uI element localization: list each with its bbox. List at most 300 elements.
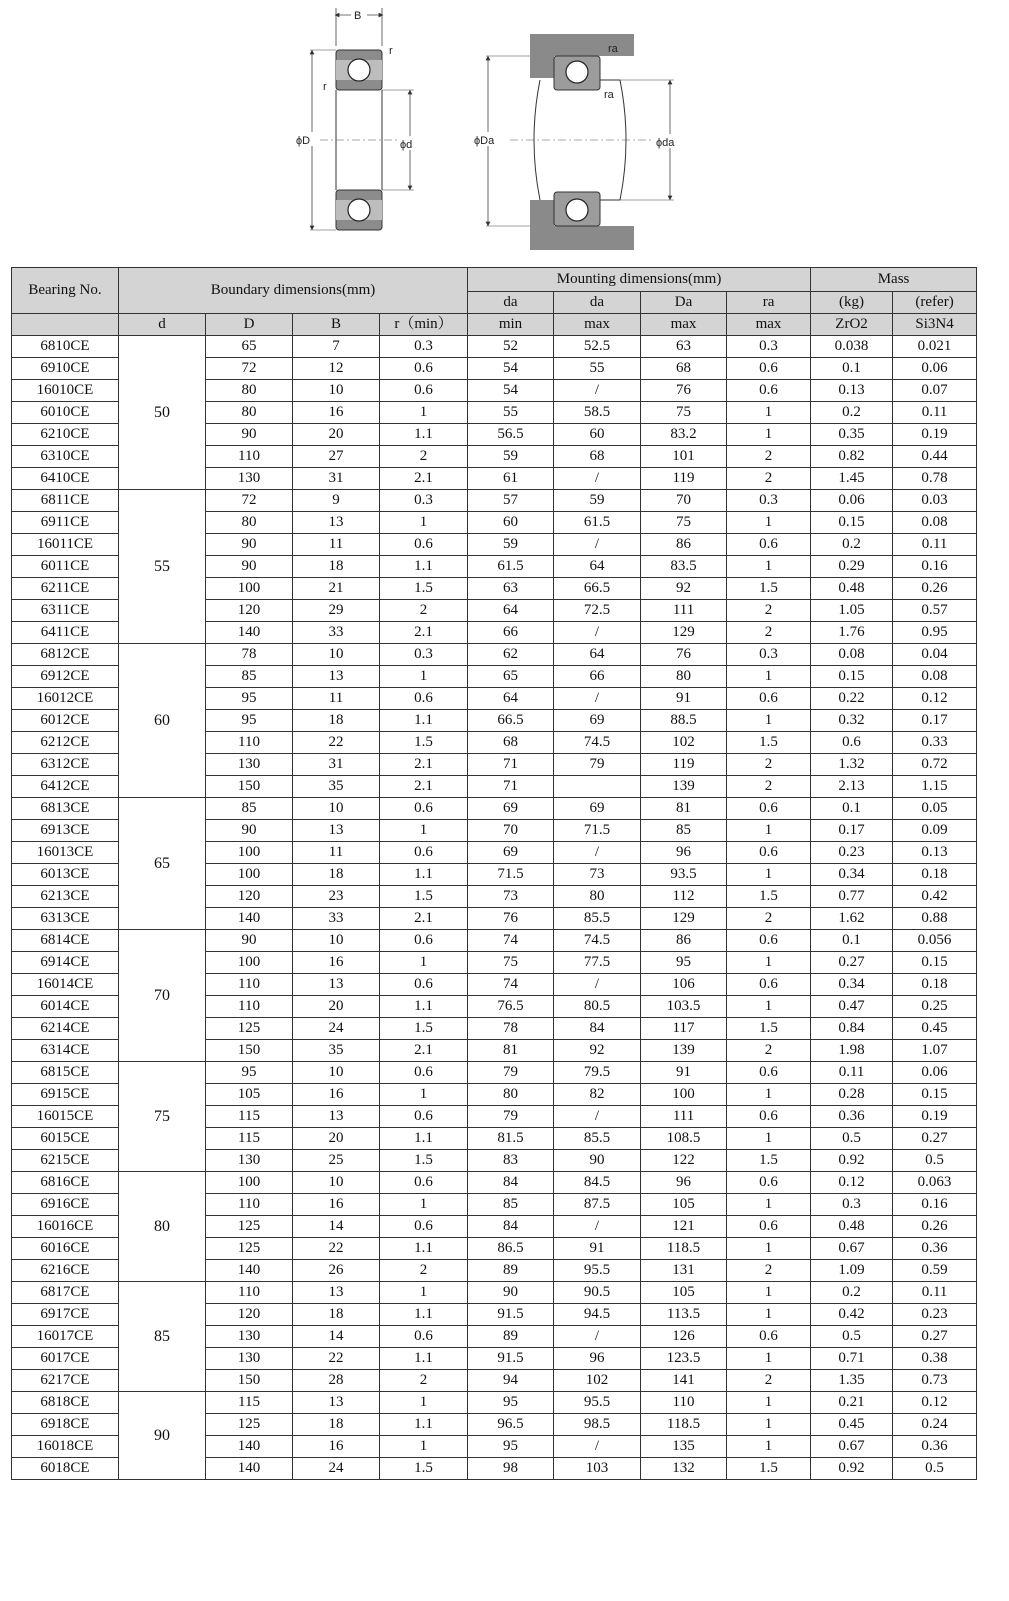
cell-da-min: 69 xyxy=(468,798,554,820)
cell-r-min: 0.6 xyxy=(380,1172,468,1194)
cell-da-max: 102 xyxy=(554,1370,641,1392)
cell-mass-si3n4: 0.19 xyxy=(893,424,977,446)
cell-mass-si3n4: 0.06 xyxy=(893,1062,977,1084)
cell-B: 27 xyxy=(293,446,380,468)
cell-r-min: 1.1 xyxy=(380,996,468,1018)
cell-D: 72 xyxy=(206,358,293,380)
cell-D: 110 xyxy=(206,996,293,1018)
cell-bearing-no: 6816CE xyxy=(12,1172,119,1194)
cell-da-max: 52.5 xyxy=(554,336,641,358)
cell-B: 22 xyxy=(293,1238,380,1260)
cell-D: 140 xyxy=(206,1260,293,1282)
cell-D: 115 xyxy=(206,1128,293,1150)
cell-mass-si3n4: 0.15 xyxy=(893,952,977,974)
cell-da-max: 73 xyxy=(554,864,641,886)
cell-da-min: 64 xyxy=(468,688,554,710)
cell-da-max: 74.5 xyxy=(554,930,641,952)
cell-mass-si3n4: 0.5 xyxy=(893,1150,977,1172)
cell-bearing-no: 6310CE xyxy=(12,446,119,468)
cell-r-min: 0.6 xyxy=(380,798,468,820)
header-zro2: ZrO2 xyxy=(811,314,893,336)
cell-mass-si3n4: 0.72 xyxy=(893,754,977,776)
cell-D: 85 xyxy=(206,798,293,820)
cell-mass-zro2: 0.34 xyxy=(811,974,893,996)
cell-da-min: 80 xyxy=(468,1084,554,1106)
cell-bearing-no: 6312CE xyxy=(12,754,119,776)
cell-bearing-no: 6810CE xyxy=(12,336,119,358)
cell-Da-max: 119 xyxy=(641,468,727,490)
cell-Da-max: 139 xyxy=(641,1040,727,1062)
cell-D: 65 xyxy=(206,336,293,358)
cell-ra-max: 1.5 xyxy=(727,1458,811,1480)
cell-r-min: 2.1 xyxy=(380,908,468,930)
bearing-mounting-diagram xyxy=(470,0,690,258)
cell-r-min: 0.6 xyxy=(380,688,468,710)
cell-D: 110 xyxy=(206,974,293,996)
cell-D: 80 xyxy=(206,402,293,424)
cell-ra-max: 0.6 xyxy=(727,1062,811,1084)
header-max-1: max xyxy=(554,314,641,336)
cell-da-max: / xyxy=(554,1216,641,1238)
header-min: min xyxy=(468,314,554,336)
cell-r-min: 2.1 xyxy=(380,622,468,644)
cell-Da-max: 100 xyxy=(641,1084,727,1106)
cell-Da-max: 68 xyxy=(641,358,727,380)
cell-B: 16 xyxy=(293,1084,380,1106)
cell-bearing-no: 6214CE xyxy=(12,1018,119,1040)
cell-Da-max: 105 xyxy=(641,1282,727,1304)
cell-r-min: 1.1 xyxy=(380,710,468,732)
cell-ra-max: 1 xyxy=(727,820,811,842)
cell-bearing-no: 6012CE xyxy=(12,710,119,732)
cell-D: 100 xyxy=(206,1172,293,1194)
cell-Da-max: 122 xyxy=(641,1150,727,1172)
cell-Da-max: 86 xyxy=(641,534,727,556)
cell-B: 16 xyxy=(293,952,380,974)
bearing-spec-table xyxy=(11,267,977,1480)
cell-r-min: 1.1 xyxy=(380,556,468,578)
table-row xyxy=(12,1172,977,1194)
cell-D: 72 xyxy=(206,490,293,512)
cell-mass-si3n4: 1.15 xyxy=(893,776,977,798)
cell-Da-max: 96 xyxy=(641,1172,727,1194)
header-d: d xyxy=(119,314,206,336)
cell-r-min: 1.1 xyxy=(380,424,468,446)
header-ra: ra xyxy=(727,292,811,314)
cell-ra-max: 0.6 xyxy=(727,1326,811,1348)
cell-D: 100 xyxy=(206,578,293,600)
cell-B: 18 xyxy=(293,864,380,886)
cell-B: 25 xyxy=(293,1150,380,1172)
cell-r-min: 1.5 xyxy=(380,578,468,600)
label-r-top: r xyxy=(389,45,393,57)
cell-da-max xyxy=(554,776,641,798)
cell-B: 13 xyxy=(293,820,380,842)
cell-D: 110 xyxy=(206,446,293,468)
cell-Da-max: 76 xyxy=(641,644,727,666)
cell-da-min: 83 xyxy=(468,1150,554,1172)
cell-mass-zro2: 0.27 xyxy=(811,952,893,974)
cell-bearing-no: 16016CE xyxy=(12,1216,119,1238)
cell-Da-max: 113.5 xyxy=(641,1304,727,1326)
cell-Da-max: 93.5 xyxy=(641,864,727,886)
header-max-3: max xyxy=(727,314,811,336)
cell-mass-si3n4: 0.26 xyxy=(893,578,977,600)
cell-r-min: 1 xyxy=(380,1282,468,1304)
cell-B: 10 xyxy=(293,1062,380,1084)
cell-mass-si3n4: 0.59 xyxy=(893,1260,977,1282)
cell-mass-zro2: 0.5 xyxy=(811,1128,893,1150)
cell-da-min: 96.5 xyxy=(468,1414,554,1436)
table-row xyxy=(12,798,977,820)
cell-B: 18 xyxy=(293,1304,380,1326)
cell-D: 150 xyxy=(206,1370,293,1392)
cell-da-min: 54 xyxy=(468,380,554,402)
cell-mass-si3n4: 0.45 xyxy=(893,1018,977,1040)
cell-da-min: 62 xyxy=(468,644,554,666)
cell-ra-max: 1.5 xyxy=(727,732,811,754)
cell-B: 11 xyxy=(293,534,380,556)
cell-r-min: 1 xyxy=(380,1392,468,1414)
cell-bearing-no: 6912CE xyxy=(12,666,119,688)
cell-da-min: 56.5 xyxy=(468,424,554,446)
cell-mass-si3n4: 0.16 xyxy=(893,1194,977,1216)
header-D: D xyxy=(206,314,293,336)
cell-da-max: 64 xyxy=(554,556,641,578)
cell-mass-si3n4: 0.17 xyxy=(893,710,977,732)
cell-B: 35 xyxy=(293,1040,380,1062)
cell-B: 7 xyxy=(293,336,380,358)
cell-r-min: 1 xyxy=(380,820,468,842)
cell-da-min: 89 xyxy=(468,1326,554,1348)
cell-r-min: 1.1 xyxy=(380,1128,468,1150)
cell-mass-zro2: 0.45 xyxy=(811,1414,893,1436)
cell-mass-zro2: 0.1 xyxy=(811,798,893,820)
cell-bore-d: 55 xyxy=(119,490,206,644)
cell-D: 140 xyxy=(206,1436,293,1458)
cell-da-min: 85 xyxy=(468,1194,554,1216)
cell-mass-zro2: 0.71 xyxy=(811,1348,893,1370)
cell-mass-zro2: 0.67 xyxy=(811,1238,893,1260)
label-ra-top: ra xyxy=(608,43,618,55)
cell-D: 110 xyxy=(206,1282,293,1304)
cell-mass-si3n4: 0.09 xyxy=(893,820,977,842)
cell-da-min: 95 xyxy=(468,1436,554,1458)
cell-da-max: 87.5 xyxy=(554,1194,641,1216)
cell-mass-si3n4: 0.36 xyxy=(893,1436,977,1458)
cell-r-min: 2.1 xyxy=(380,754,468,776)
cell-r-min: 2 xyxy=(380,600,468,622)
cell-r-min: 1.1 xyxy=(380,1414,468,1436)
cell-D: 130 xyxy=(206,1348,293,1370)
cell-da-min: 94 xyxy=(468,1370,554,1392)
cell-mass-si3n4: 0.15 xyxy=(893,1084,977,1106)
cell-B: 28 xyxy=(293,1370,380,1392)
cell-mass-si3n4: 0.11 xyxy=(893,402,977,424)
cell-r-min: 1 xyxy=(380,1084,468,1106)
cell-mass-si3n4: 0.05 xyxy=(893,798,977,820)
cell-Da-max: 83.2 xyxy=(641,424,727,446)
cell-r-min: 0.6 xyxy=(380,930,468,952)
cell-da-max: / xyxy=(554,380,641,402)
cell-da-min: 59 xyxy=(468,534,554,556)
cell-ra-max: 0.3 xyxy=(727,336,811,358)
cell-ra-max: 1.5 xyxy=(727,1150,811,1172)
cell-bore-d: 85 xyxy=(119,1282,206,1392)
cell-Da-max: 91 xyxy=(641,688,727,710)
cell-bearing-no: 6211CE xyxy=(12,578,119,600)
cell-Da-max: 132 xyxy=(641,1458,727,1480)
cell-da-max: / xyxy=(554,688,641,710)
cell-mass-si3n4: 0.11 xyxy=(893,534,977,556)
cell-D: 80 xyxy=(206,512,293,534)
cell-Da-max: 75 xyxy=(641,512,727,534)
cell-Da-max: 103.5 xyxy=(641,996,727,1018)
cell-B: 29 xyxy=(293,600,380,622)
cell-da-max: 74.5 xyxy=(554,732,641,754)
cell-ra-max: 1 xyxy=(727,424,811,446)
cell-Da-max: 126 xyxy=(641,1326,727,1348)
cell-da-max: 80.5 xyxy=(554,996,641,1018)
cell-mass-zro2: 0.15 xyxy=(811,666,893,688)
cell-da-max: 96 xyxy=(554,1348,641,1370)
cell-D: 125 xyxy=(206,1018,293,1040)
cell-da-max: 90.5 xyxy=(554,1282,641,1304)
cell-da-max: 91 xyxy=(554,1238,641,1260)
cell-Da-max: 81 xyxy=(641,798,727,820)
cell-da-max: 92 xyxy=(554,1040,641,1062)
cell-bore-d: 90 xyxy=(119,1392,206,1480)
cell-D: 140 xyxy=(206,908,293,930)
cell-D: 90 xyxy=(206,534,293,556)
cell-D: 125 xyxy=(206,1238,293,1260)
cell-da-max: / xyxy=(554,1106,641,1128)
cell-mass-zro2: 1.62 xyxy=(811,908,893,930)
cell-B: 10 xyxy=(293,930,380,952)
cell-ra-max: 1 xyxy=(727,952,811,974)
cell-Da-max: 112 xyxy=(641,886,727,908)
cell-r-min: 1.5 xyxy=(380,886,468,908)
cell-bearing-no: 16010CE xyxy=(12,380,119,402)
cell-mass-si3n4: 0.18 xyxy=(893,974,977,996)
cell-bearing-no: 6216CE xyxy=(12,1260,119,1282)
cell-ra-max: 2 xyxy=(727,1370,811,1392)
cell-r-min: 1.1 xyxy=(380,1238,468,1260)
cell-ra-max: 1 xyxy=(727,556,811,578)
cell-bore-d: 70 xyxy=(119,930,206,1062)
cell-r-min: 0.3 xyxy=(380,490,468,512)
cell-ra-max: 0.6 xyxy=(727,380,811,402)
cell-da-max: 71.5 xyxy=(554,820,641,842)
cell-da-min: 61 xyxy=(468,468,554,490)
cell-B: 20 xyxy=(293,424,380,446)
cell-B: 14 xyxy=(293,1216,380,1238)
cell-mass-si3n4: 0.16 xyxy=(893,556,977,578)
cell-B: 22 xyxy=(293,732,380,754)
cell-Da-max: 118.5 xyxy=(641,1238,727,1260)
cell-B: 31 xyxy=(293,468,380,490)
cell-r-min: 1.1 xyxy=(380,1304,468,1326)
cell-da-min: 81.5 xyxy=(468,1128,554,1150)
cell-B: 20 xyxy=(293,996,380,1018)
cell-Da-max: 110 xyxy=(641,1392,727,1414)
cell-ra-max: 1 xyxy=(727,1348,811,1370)
cell-bore-d: 75 xyxy=(119,1062,206,1172)
bearing-diagrams xyxy=(0,0,1009,262)
cell-D: 90 xyxy=(206,424,293,446)
cell-Da-max: 92 xyxy=(641,578,727,600)
cell-da-min: 89 xyxy=(468,1260,554,1282)
cell-Da-max: 111 xyxy=(641,1106,727,1128)
cell-mass-zro2: 0.28 xyxy=(811,1084,893,1106)
cell-da-max: 58.5 xyxy=(554,402,641,424)
cell-bearing-no: 6915CE xyxy=(12,1084,119,1106)
cell-r-min: 1 xyxy=(380,402,468,424)
cell-da-max: / xyxy=(554,1326,641,1348)
cell-ra-max: 1 xyxy=(727,666,811,688)
header-da-2: da xyxy=(554,292,641,314)
cell-D: 120 xyxy=(206,1304,293,1326)
cell-bearing-no: 6817CE xyxy=(12,1282,119,1304)
cell-mass-zro2: 0.11 xyxy=(811,1062,893,1084)
cell-bearing-no: 6213CE xyxy=(12,886,119,908)
cell-bearing-no: 6313CE xyxy=(12,908,119,930)
cell-mass-zro2: 1.05 xyxy=(811,600,893,622)
cell-da-min: 75 xyxy=(468,952,554,974)
cell-mass-zro2: 0.92 xyxy=(811,1150,893,1172)
cell-ra-max: 1 xyxy=(727,512,811,534)
table-row xyxy=(12,930,977,952)
cell-D: 110 xyxy=(206,1194,293,1216)
cell-mass-si3n4: 0.38 xyxy=(893,1348,977,1370)
cell-ra-max: 1 xyxy=(727,710,811,732)
cell-da-min: 66 xyxy=(468,622,554,644)
cell-da-max: / xyxy=(554,1436,641,1458)
cell-D: 125 xyxy=(206,1216,293,1238)
cell-r-min: 1.5 xyxy=(380,732,468,754)
cell-ra-max: 1 xyxy=(727,1194,811,1216)
cell-ra-max: 0.6 xyxy=(727,930,811,952)
cell-da-min: 90 xyxy=(468,1282,554,1304)
cell-mass-si3n4: 0.36 xyxy=(893,1238,977,1260)
cell-Da-max: 135 xyxy=(641,1436,727,1458)
label-r-side: r xyxy=(323,81,327,93)
header-r-min: r（min） xyxy=(380,314,468,336)
cell-bearing-no: 6814CE xyxy=(12,930,119,952)
cell-bearing-no: 6210CE xyxy=(12,424,119,446)
cell-mass-zro2: 0.6 xyxy=(811,732,893,754)
cell-D: 150 xyxy=(206,776,293,798)
cell-r-min: 1 xyxy=(380,1194,468,1216)
cell-da-max: 84.5 xyxy=(554,1172,641,1194)
cell-da-max: 66.5 xyxy=(554,578,641,600)
cell-D: 90 xyxy=(206,930,293,952)
cell-r-min: 0.6 xyxy=(380,1216,468,1238)
cell-Da-max: 80 xyxy=(641,666,727,688)
cell-B: 13 xyxy=(293,666,380,688)
cell-da-min: 95 xyxy=(468,1392,554,1414)
cell-r-min: 1 xyxy=(380,512,468,534)
header-bearing-no: Bearing No. xyxy=(12,268,119,314)
cell-da-min: 76 xyxy=(468,908,554,930)
cell-Da-max: 105 xyxy=(641,1194,727,1216)
cell-mass-zro2: 0.47 xyxy=(811,996,893,1018)
cell-da-max: 80 xyxy=(554,886,641,908)
cell-mass-zro2: 1.09 xyxy=(811,1260,893,1282)
cell-D: 80 xyxy=(206,380,293,402)
cell-ra-max: 1.5 xyxy=(727,886,811,908)
cell-D: 78 xyxy=(206,644,293,666)
cell-B: 33 xyxy=(293,908,380,930)
cell-mass-zro2: 0.48 xyxy=(811,1216,893,1238)
cell-B: 13 xyxy=(293,1282,380,1304)
cell-ra-max: 1 xyxy=(727,402,811,424)
cell-ra-max: 2 xyxy=(727,776,811,798)
cell-D: 130 xyxy=(206,1150,293,1172)
cell-da-min: 55 xyxy=(468,402,554,424)
cell-mass-zro2: 0.84 xyxy=(811,1018,893,1040)
header-boundary-dimensions: Boundary dimensions(mm) xyxy=(119,268,468,314)
cell-mass-si3n4: 0.12 xyxy=(893,688,977,710)
cell-mass-si3n4: 1.07 xyxy=(893,1040,977,1062)
cell-B: 11 xyxy=(293,842,380,864)
cell-mass-si3n4: 0.18 xyxy=(893,864,977,886)
cell-da-min: 91.5 xyxy=(468,1304,554,1326)
cell-mass-si3n4: 0.25 xyxy=(893,996,977,1018)
cell-mass-si3n4: 0.27 xyxy=(893,1326,977,1348)
cell-da-max: 69 xyxy=(554,798,641,820)
cell-r-min: 2.1 xyxy=(380,776,468,798)
cell-da-max: 77.5 xyxy=(554,952,641,974)
cell-ra-max: 0.6 xyxy=(727,358,811,380)
cell-da-min: 64 xyxy=(468,600,554,622)
cell-da-max: 61.5 xyxy=(554,512,641,534)
cell-da-max: / xyxy=(554,534,641,556)
cell-mass-zro2: 0.1 xyxy=(811,358,893,380)
cell-mass-si3n4: 0.07 xyxy=(893,380,977,402)
cell-D: 120 xyxy=(206,600,293,622)
cell-D: 140 xyxy=(206,1458,293,1480)
cell-D: 95 xyxy=(206,710,293,732)
label-b: B xyxy=(354,10,362,22)
cell-D: 110 xyxy=(206,732,293,754)
cell-ra-max: 0.3 xyxy=(727,644,811,666)
cell-bearing-no: 16018CE xyxy=(12,1436,119,1458)
cell-ra-max: 0.6 xyxy=(727,1106,811,1128)
cell-r-min: 0.3 xyxy=(380,644,468,666)
cell-Da-max: 76 xyxy=(641,380,727,402)
cell-bearing-no: 6918CE xyxy=(12,1414,119,1436)
cell-ra-max: 0.6 xyxy=(727,1216,811,1238)
cell-bearing-no: 6412CE xyxy=(12,776,119,798)
cell-mass-zro2: 0.82 xyxy=(811,446,893,468)
cell-B: 23 xyxy=(293,886,380,908)
cell-da-max: 69 xyxy=(554,710,641,732)
cell-r-min: 1.1 xyxy=(380,1348,468,1370)
cell-Da-max: 85 xyxy=(641,820,727,842)
cell-B: 12 xyxy=(293,358,380,380)
cell-bearing-no: 6010CE xyxy=(12,402,119,424)
cell-mass-si3n4: 0.19 xyxy=(893,1106,977,1128)
cell-bearing-no: 6018CE xyxy=(12,1458,119,1480)
cell-mass-zro2: 0.2 xyxy=(811,402,893,424)
header-mounting-dimensions: Mounting dimensions(mm) xyxy=(468,268,811,292)
cell-r-min: 0.6 xyxy=(380,380,468,402)
cell-D: 90 xyxy=(206,820,293,842)
cell-mass-si3n4: 0.24 xyxy=(893,1414,977,1436)
cell-da-min: 66.5 xyxy=(468,710,554,732)
cell-B: 10 xyxy=(293,644,380,666)
